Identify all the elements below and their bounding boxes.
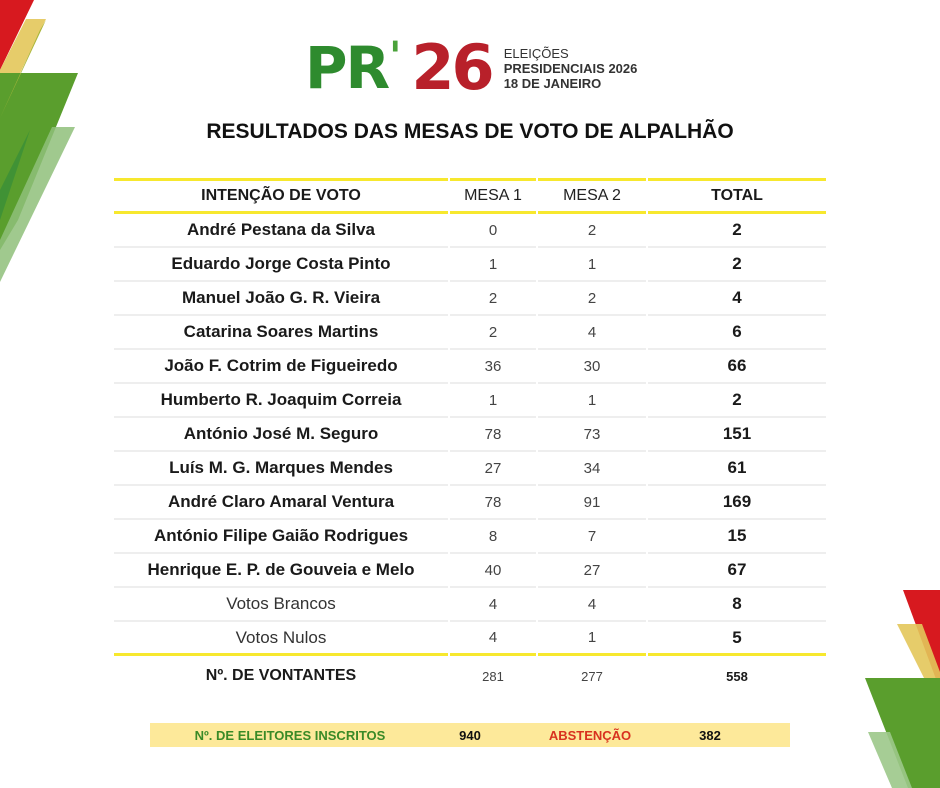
total-value: 8 (648, 588, 826, 622)
total-value: 5 (648, 622, 826, 656)
candidate-name: Catarina Soares Martins (114, 316, 448, 350)
table-row (114, 316, 826, 350)
table-header (114, 178, 826, 214)
mesa1-value: 78 (450, 418, 536, 452)
total-value: 2 (648, 214, 826, 248)
voters-total: 558 (726, 668, 748, 684)
table-row (114, 588, 826, 622)
mesa2-value: 2 (538, 214, 646, 248)
mesa1-value: 1 (450, 248, 536, 282)
header-mesa1: MESA 1 (450, 178, 536, 214)
null-votes-label: Votos Nulos (114, 622, 448, 656)
table-row (114, 486, 826, 520)
mesa1-value: 4 (450, 622, 536, 656)
total-value: 67 (648, 554, 826, 588)
logo-caption-line3: 18 DE JANEIRO (503, 75, 602, 91)
voters-label: Nº. DE VONTANTES (205, 667, 357, 684)
logo-caption-line2: PRESIDENCIAIS 2026 (503, 60, 638, 76)
mesa1-value: 2 (450, 316, 536, 350)
mesa2-value: 1 (538, 384, 646, 418)
table-row (114, 384, 826, 418)
candidate-name: Eduardo Jorge Costa Pinto (114, 248, 448, 282)
blank-votes-label: Votos Brancos (114, 588, 448, 622)
logo-caption-line1: ELEIÇÕES (503, 45, 569, 61)
mesa2-value: 4 (538, 316, 646, 350)
mesa2-value: 1 (538, 622, 646, 656)
candidate-name: Luís M. G. Marques Mendes (114, 452, 448, 486)
total-value: 15 (648, 520, 826, 554)
mesa1-value: 1 (450, 384, 536, 418)
mesa2-value: 7 (538, 520, 646, 554)
total-value: 169 (648, 486, 826, 520)
abstention-label: ABSTENÇÃO (548, 727, 632, 743)
voters-row (114, 656, 826, 696)
mesa1-value: 0 (450, 214, 536, 248)
total-value: 4 (648, 282, 826, 316)
mesa2-value: 1 (538, 248, 646, 282)
mesa1-value: 78 (450, 486, 536, 520)
election-logo (305, 31, 638, 104)
header-mesa2: MESA 2 (538, 178, 646, 214)
total-value: 66 (648, 350, 826, 384)
logo-caption (504, 46, 638, 91)
decorative-stripes-bottom-right (850, 580, 940, 788)
registered-voters-label: Nº. DE ELEITORES INSCRITOS (194, 727, 386, 743)
registered-abstention-band (150, 723, 790, 747)
candidate-name: André Claro Amaral Ventura (114, 486, 448, 520)
logo-pr: PR (305, 34, 389, 102)
mesa2-value: 30 (538, 350, 646, 384)
mesa2-value: 34 (538, 452, 646, 486)
logo-apostrophe: ' (389, 34, 402, 80)
decorative-stripes-top-left (0, 0, 90, 290)
page-title: RESULTADOS DAS MESAS DE VOTO DE ALPALHÃO (206, 120, 734, 143)
mesa2-value: 4 (538, 588, 646, 622)
mesa1-value: 36 (450, 350, 536, 384)
total-value: 61 (648, 452, 826, 486)
mesa2-value: 91 (538, 486, 646, 520)
mesa1-value: 40 (450, 554, 536, 588)
total-value: 151 (648, 418, 826, 452)
mesa2-value: 2 (538, 282, 646, 316)
candidate-name: Henrique E. P. de Gouveia e Melo (114, 554, 448, 588)
total-value: 2 (648, 248, 826, 282)
candidate-name: António Filipe Gaião Rodrigues (114, 520, 448, 554)
table-row (114, 622, 826, 656)
table-row (114, 418, 826, 452)
candidate-name: João F. Cotrim de Figueiredo (114, 350, 448, 384)
mesa1-value: 2 (450, 282, 536, 316)
header-total: TOTAL (648, 178, 826, 214)
table-row (114, 554, 826, 588)
registered-voters-value: 940 (459, 727, 481, 743)
total-value: 6 (648, 316, 826, 350)
table-row (114, 282, 826, 316)
mesa1-value: 4 (450, 588, 536, 622)
table-row (114, 452, 826, 486)
mesa2-value: 73 (538, 418, 646, 452)
mesa1-value: 8 (450, 520, 536, 554)
table-row (114, 350, 826, 384)
total-value: 2 (648, 384, 826, 418)
candidate-name: Manuel João G. R. Vieira (114, 282, 448, 316)
mesa1-value: 27 (450, 452, 536, 486)
voters-mesa2: 277 (581, 668, 603, 684)
voters-mesa1: 281 (482, 668, 504, 684)
abstention-value: 382 (699, 727, 721, 743)
mesa2-value: 27 (538, 554, 646, 588)
table-row (114, 248, 826, 282)
logo-year: 26 (411, 31, 492, 104)
candidate-name: André Pestana da Silva (114, 214, 448, 248)
table-row (114, 214, 826, 248)
results-table (114, 178, 826, 696)
candidate-name: António José M. Seguro (114, 418, 448, 452)
table-row (114, 520, 826, 554)
candidate-name: Humberto R. Joaquim Correia (114, 384, 448, 418)
header-candidate: INTENÇÃO DE VOTO (114, 178, 448, 214)
